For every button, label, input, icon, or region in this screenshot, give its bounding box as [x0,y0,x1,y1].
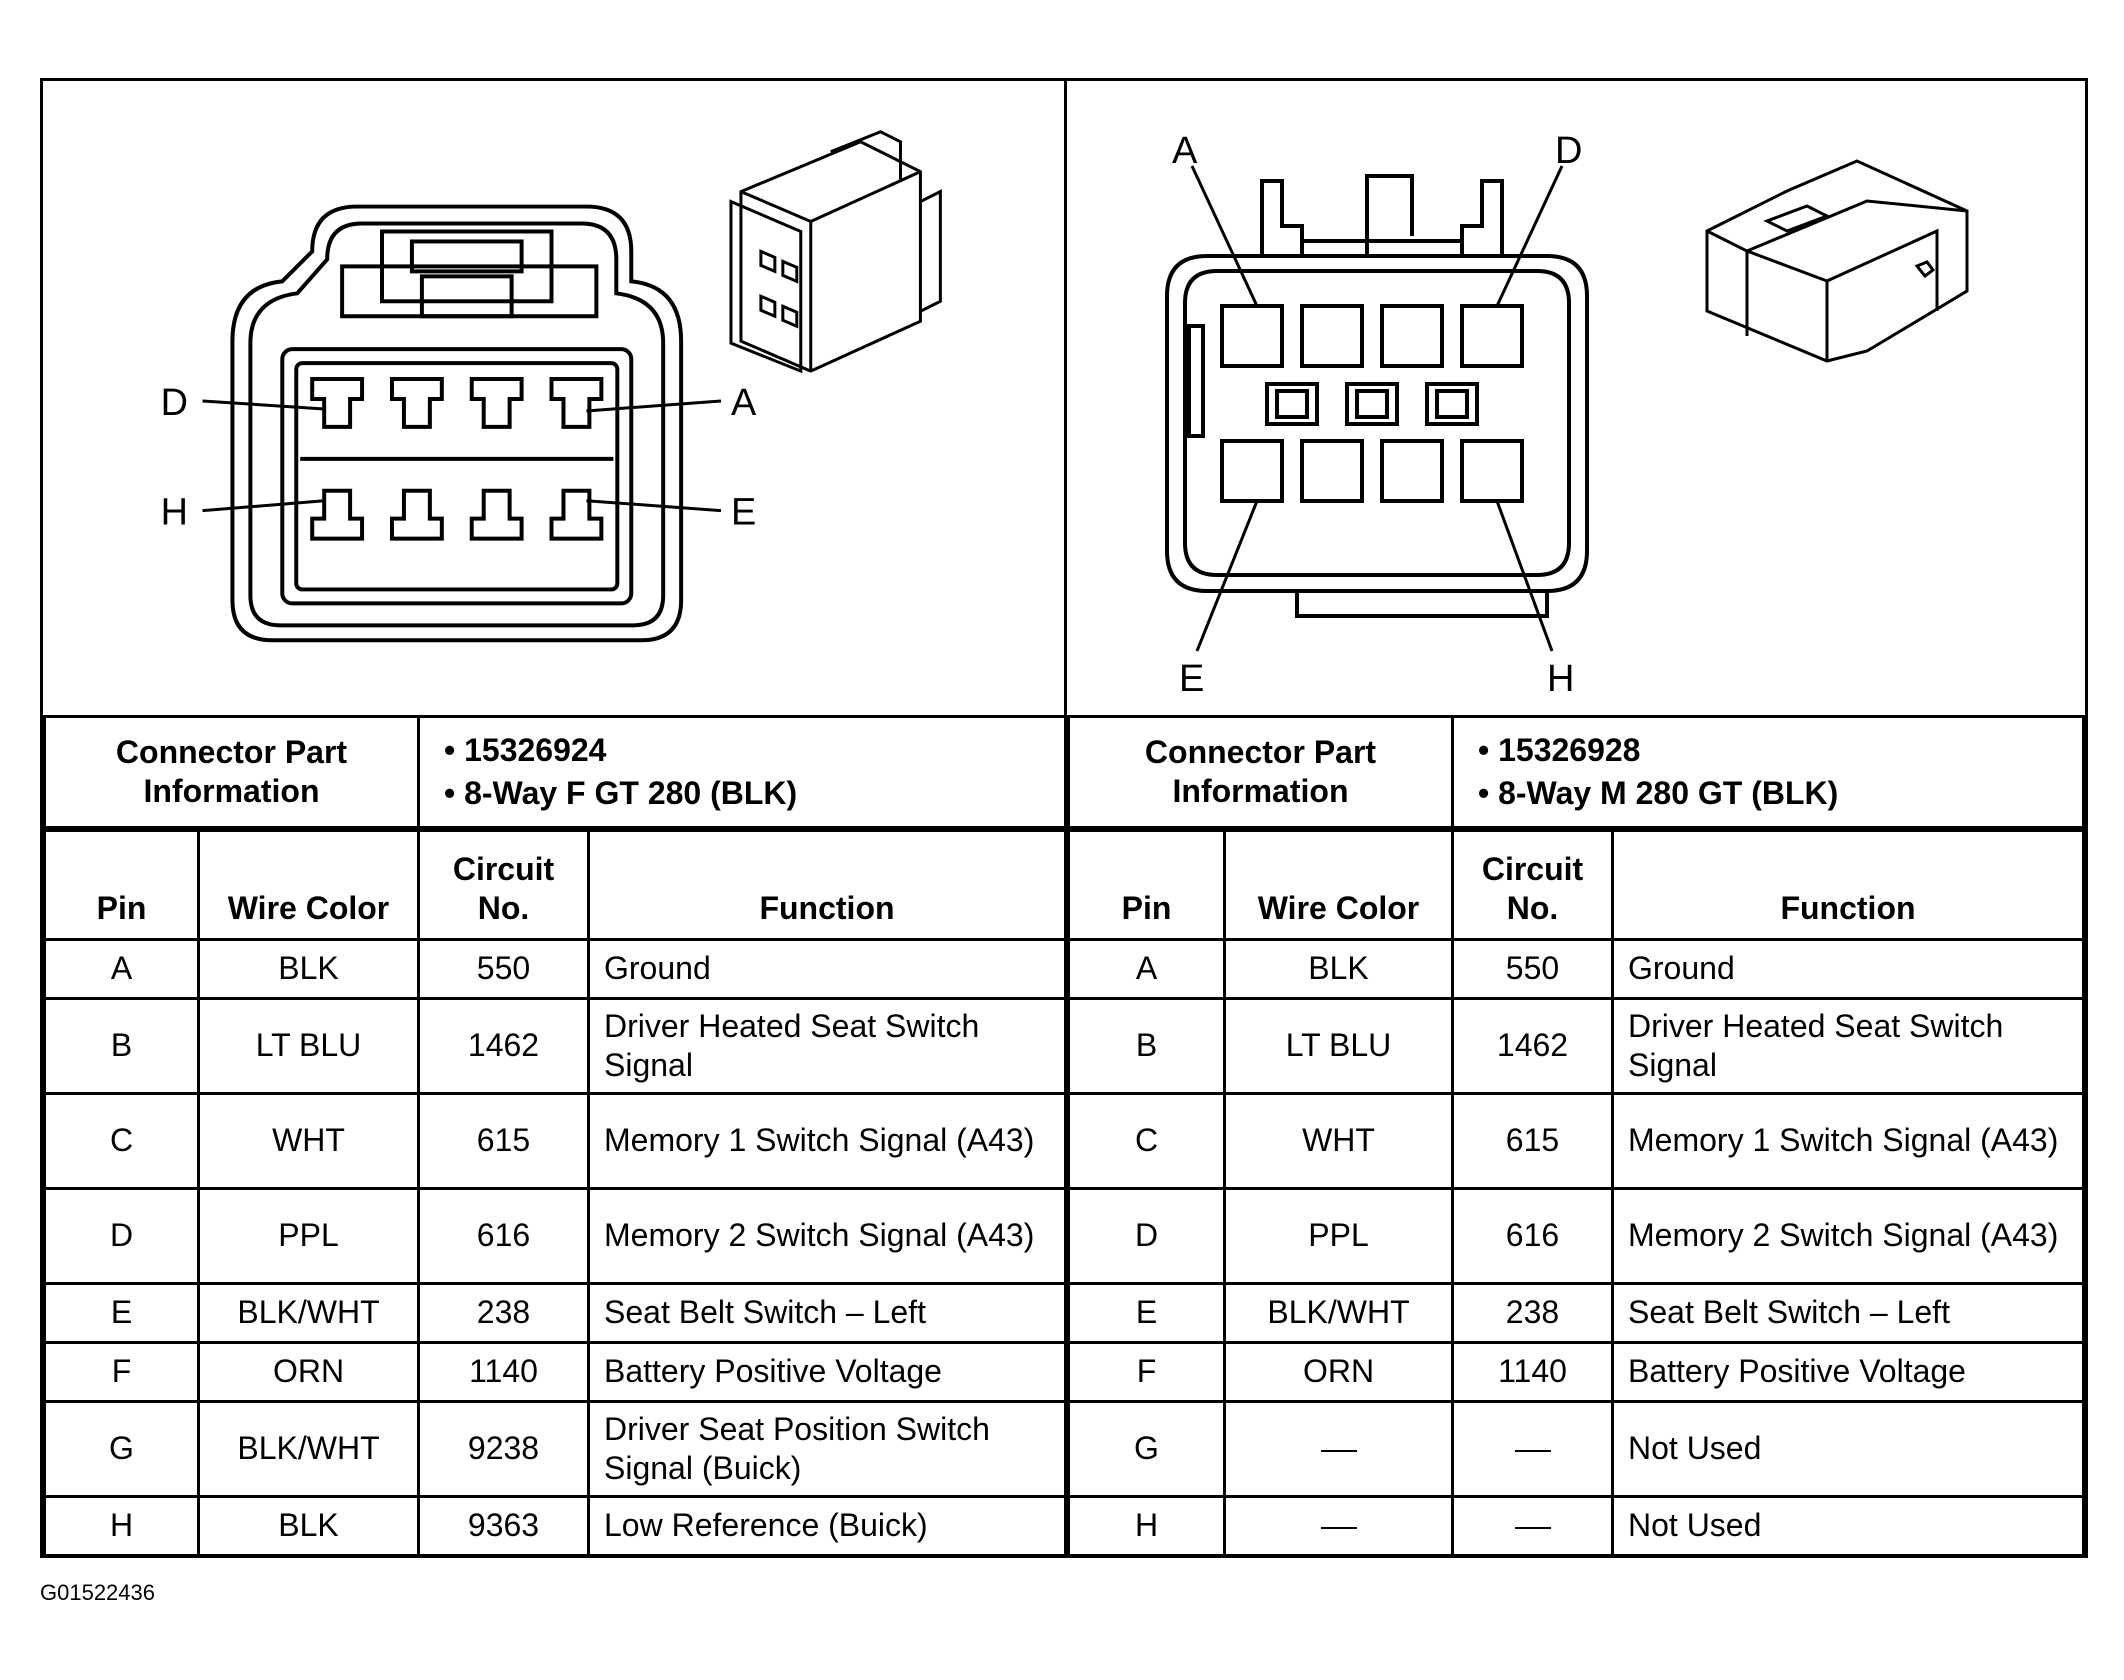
male-pinout-table [1067,829,2085,1557]
function-cell: Battery Positive Voltage [589,1343,1066,1402]
pin-cell: E [1069,1284,1225,1343]
pin-cell: C [1069,1094,1225,1189]
function-cell: Memory 1 Switch Signal (A43) [589,1094,1066,1189]
wire-color-cell [1225,1497,1453,1556]
connector-info-label: Connector Part Information [1069,717,1453,828]
pin-label-d: D [160,381,189,424]
table-row [1069,1343,2084,1402]
wire-color-cell: BLK/WHT [199,1284,419,1343]
circuit-number-cell [1453,1497,1613,1556]
function-cell: Driver Heated Seat Switch Signal [1613,999,2084,1094]
col-header-wire: Wire Color [1225,831,1453,940]
pin-cell: F [45,1343,199,1402]
wire-color-cell: BLK/WHT [199,1402,419,1497]
connector-info-label: Connector Part Information [45,717,419,828]
pin-cell: H [1069,1497,1225,1556]
female-pinout-table [43,829,1067,1557]
col-header-circuit: Circuit No. [1453,831,1613,940]
function-cell: Not Used [1613,1402,2084,1497]
circuit-number-cell: 1140 [419,1343,589,1402]
wire-color-cell [1225,1402,1453,1497]
pin-label-a: A [730,381,757,424]
pin-cell: B [45,999,199,1094]
female-connector-isometric [731,132,940,371]
part-number: • 15326924 [444,731,607,768]
col-header-pin: Pin [1069,831,1225,940]
circuit-number-cell [1453,1402,1613,1497]
table-row [45,940,1066,999]
wire-color-cell: ORN [199,1343,419,1402]
circuit-number-cell: 238 [419,1284,589,1343]
not-applicable-dash [1515,1450,1551,1452]
pin-cell: H [45,1497,199,1556]
male-connector-table-section [1067,715,2085,1557]
circuit-number-cell: 238 [1453,1284,1613,1343]
circuit-number-cell: 9363 [419,1497,589,1556]
table-row [1069,1497,2084,1556]
function-cell: Ground [589,940,1066,999]
pin-cell: F [1069,1343,1225,1402]
pin-cell: D [45,1189,199,1284]
figure-code: G01522436 [40,1580,155,1605]
circuit-number-cell: 616 [419,1189,589,1284]
female-connector-face [43,81,1064,715]
table-row [45,1284,1066,1343]
table-row [1069,1189,2084,1284]
male-connector-isometric [1707,161,1967,361]
function-cell: Seat Belt Switch – Left [589,1284,1066,1343]
not-applicable-dash [1515,1527,1551,1529]
wire-color-cell: BLK [199,940,419,999]
table-row [1069,1094,2084,1189]
connector-info-values [419,717,1066,828]
wire-color-cell: BLK/WHT [1225,1284,1453,1343]
circuit-number-cell: 550 [1453,940,1613,999]
female-connector-table-section [43,715,1067,1557]
connector-type: • 8-Way M 280 GT (BLK) [1478,775,1839,811]
pin-label-h: H [160,491,189,534]
pin-cell: A [45,940,199,999]
col-header-wire: Wire Color [199,831,419,940]
function-cell: Battery Positive Voltage [1613,1343,2084,1402]
connector-sheet [40,78,2088,1558]
wire-color-cell: WHT [1225,1094,1453,1189]
table-row [45,1497,1066,1556]
col-header-circuit: Circuit No. [419,831,589,940]
function-cell: Seat Belt Switch – Left [1613,1284,2084,1343]
function-cell: Low Reference (Buick) [589,1497,1066,1556]
wire-color-cell: PPL [1225,1189,1453,1284]
pin-label-a: A [1172,130,1198,172]
pin-cell: B [1069,999,1225,1094]
wire-color-cell: BLK [199,1497,419,1556]
connector-info-values [1453,717,2084,828]
col-header-function: Function [589,831,1066,940]
table-row [45,999,1066,1094]
male-info-table [1067,715,2085,829]
wire-color-cell: LT BLU [199,999,419,1094]
wire-color-cell: WHT [199,1094,419,1189]
pin-cell: G [45,1402,199,1497]
table-row [45,1094,1066,1189]
function-cell: Not Used [1613,1497,2084,1556]
wire-color-cell: LT BLU [1225,999,1453,1094]
table-row [1069,1284,2084,1343]
function-cell: Ground [1613,940,2084,999]
function-cell: Driver Seat Position Switch Signal (Buick) [589,1402,1066,1497]
pin-label-e: E [730,491,757,534]
table-row [1069,1402,2084,1497]
pin-label-e: E [1179,658,1205,700]
table-row [1069,999,2084,1094]
circuit-number-cell: 1462 [1453,999,1613,1094]
function-cell: Driver Heated Seat Switch Signal [589,999,1066,1094]
part-number: • 15326928 [1478,731,1641,768]
wire-color-cell: PPL [199,1189,419,1284]
circuit-number-cell: 615 [1453,1094,1613,1189]
table-row [45,1402,1066,1497]
pin-cell: E [45,1284,199,1343]
col-header-pin: Pin [45,831,199,940]
pin-cell: A [1069,940,1225,999]
function-cell: Memory 1 Switch Signal (A43) [1613,1094,2084,1189]
wire-color-cell: BLK [1225,940,1453,999]
function-cell: Memory 2 Switch Signal (A43) [1613,1189,2084,1284]
circuit-number-cell: 1140 [1453,1343,1613,1402]
female-info-table [43,715,1067,829]
col-header-function: Function [1613,831,2084,940]
not-applicable-dash [1321,1527,1357,1529]
circuit-number-cell: 615 [419,1094,589,1189]
circuit-number-cell: 1462 [419,999,589,1094]
table-row [1069,940,2084,999]
connector-type: • 8-Way F GT 280 (BLK) [444,775,798,811]
male-connector-diagram [1067,81,2085,715]
female-connector-diagram [43,81,1067,715]
table-row [45,1189,1066,1284]
circuit-number-cell: 616 [1453,1189,1613,1284]
pin-cell: G [1069,1402,1225,1497]
wire-color-cell: ORN [1225,1343,1453,1402]
pin-cell: C [45,1094,199,1189]
circuit-number-cell: 550 [419,940,589,999]
table-row [45,1343,1066,1402]
pin-cell: D [1069,1189,1225,1284]
circuit-number-cell: 9238 [419,1402,589,1497]
pin-label-h: H [1547,658,1575,700]
function-cell: Memory 2 Switch Signal (A43) [589,1189,1066,1284]
pin-label-d: D [1555,130,1583,172]
male-connector-face [1067,81,2085,715]
not-applicable-dash [1321,1450,1357,1452]
